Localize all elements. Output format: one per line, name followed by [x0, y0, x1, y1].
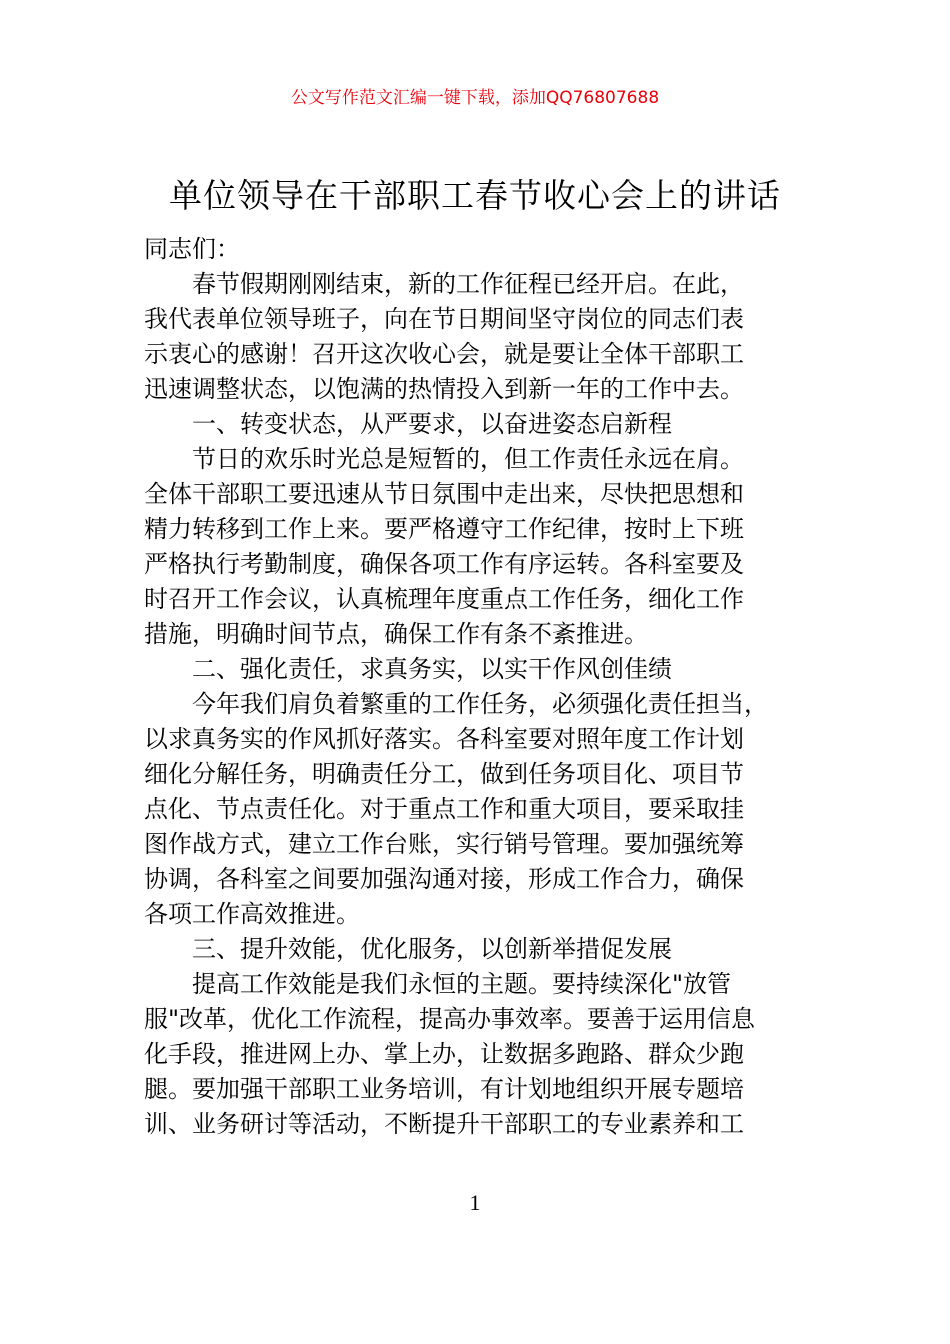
paragraph-line: 迅速调整状态，以饱满的热情投入到新一年的工作中去。	[144, 375, 744, 403]
paragraph-line: 精力转移到工作上来。要严格遵守工作纪律，按时上下班	[144, 515, 744, 543]
paragraph-line: 全体干部职工要迅速从节日氛围中走出来，尽快把思想和	[144, 480, 744, 508]
paragraph-line: 春节假期刚刚结束，新的工作征程已经开启。在此，	[192, 270, 744, 298]
paragraph-line: 今年我们肩负着繁重的工作任务，必须强化责任担当，	[192, 690, 768, 718]
salutation: 同志们：	[144, 235, 240, 263]
paragraph-line: 严格执行考勤制度，确保各项工作有序运转。各科室要及	[144, 550, 744, 578]
download-notice: 公文写作范文汇编一键下载，添加QQ76807688	[290, 88, 660, 108]
paragraph-line: 点化、节点责任化。对于重点工作和重大项目，要采取挂	[144, 795, 744, 823]
paragraph-line: 细化分解任务，明确责任分工，做到任务项目化、项目节	[144, 760, 744, 788]
section-heading-3: 三、提升效能，优化服务，以创新举措促发展	[192, 935, 672, 963]
paragraph-line: 腿。要加强干部职工业务培训，有计划地组织开展专题培	[144, 1075, 744, 1103]
paragraph-line: 化手段，推进网上办、掌上办，让数据多跑路、群众少跑	[144, 1040, 744, 1068]
paragraph-line: 时召开工作会议，认真梳理年度重点工作任务，细化工作	[144, 585, 744, 613]
document-title: 单位领导在干部职工春节收心会上的讲话	[169, 176, 781, 215]
section-heading-2: 二、强化责任，求真务实，以实干作风创佳绩	[192, 655, 672, 683]
paragraph-line: 各项工作高效推进。	[144, 900, 360, 928]
page-number: 1	[469, 1190, 481, 1215]
paragraph-line: 节日的欢乐时光总是短暂的，但工作责任永远在肩。	[192, 445, 744, 473]
paragraph-line: 提高工作效能是我们永恒的主题。要持续深化"放管	[192, 970, 732, 998]
paragraph-line: 协调，各科室之间要加强沟通对接，形成工作合力，确保	[144, 865, 744, 893]
paragraph-line: 示衷心的感谢！召开这次收心会，就是要让全体干部职工	[144, 340, 744, 368]
paragraph-line: 我代表单位领导班子，向在节日期间坚守岗位的同志们表	[144, 305, 744, 333]
paragraph-line: 训、业务研讨等活动，不断提升干部职工的专业素养和工	[144, 1110, 744, 1138]
paragraph-line: 措施，明确时间节点，确保工作有条不紊推进。	[144, 620, 648, 648]
paragraph-line: 图作战方式，建立工作台账，实行销号管理。要加强统筹	[144, 830, 744, 858]
speech-body	[144, 232, 844, 1142]
section-heading-1: 一、转变状态，从严要求，以奋进姿态启新程	[192, 410, 672, 438]
paragraph-line: 服"改革，优化工作流程，提高办事效率。要善于运用信息	[144, 1005, 756, 1033]
paragraph-line: 以求真务实的作风抓好落实。各科室要对照年度工作计划	[144, 725, 744, 753]
